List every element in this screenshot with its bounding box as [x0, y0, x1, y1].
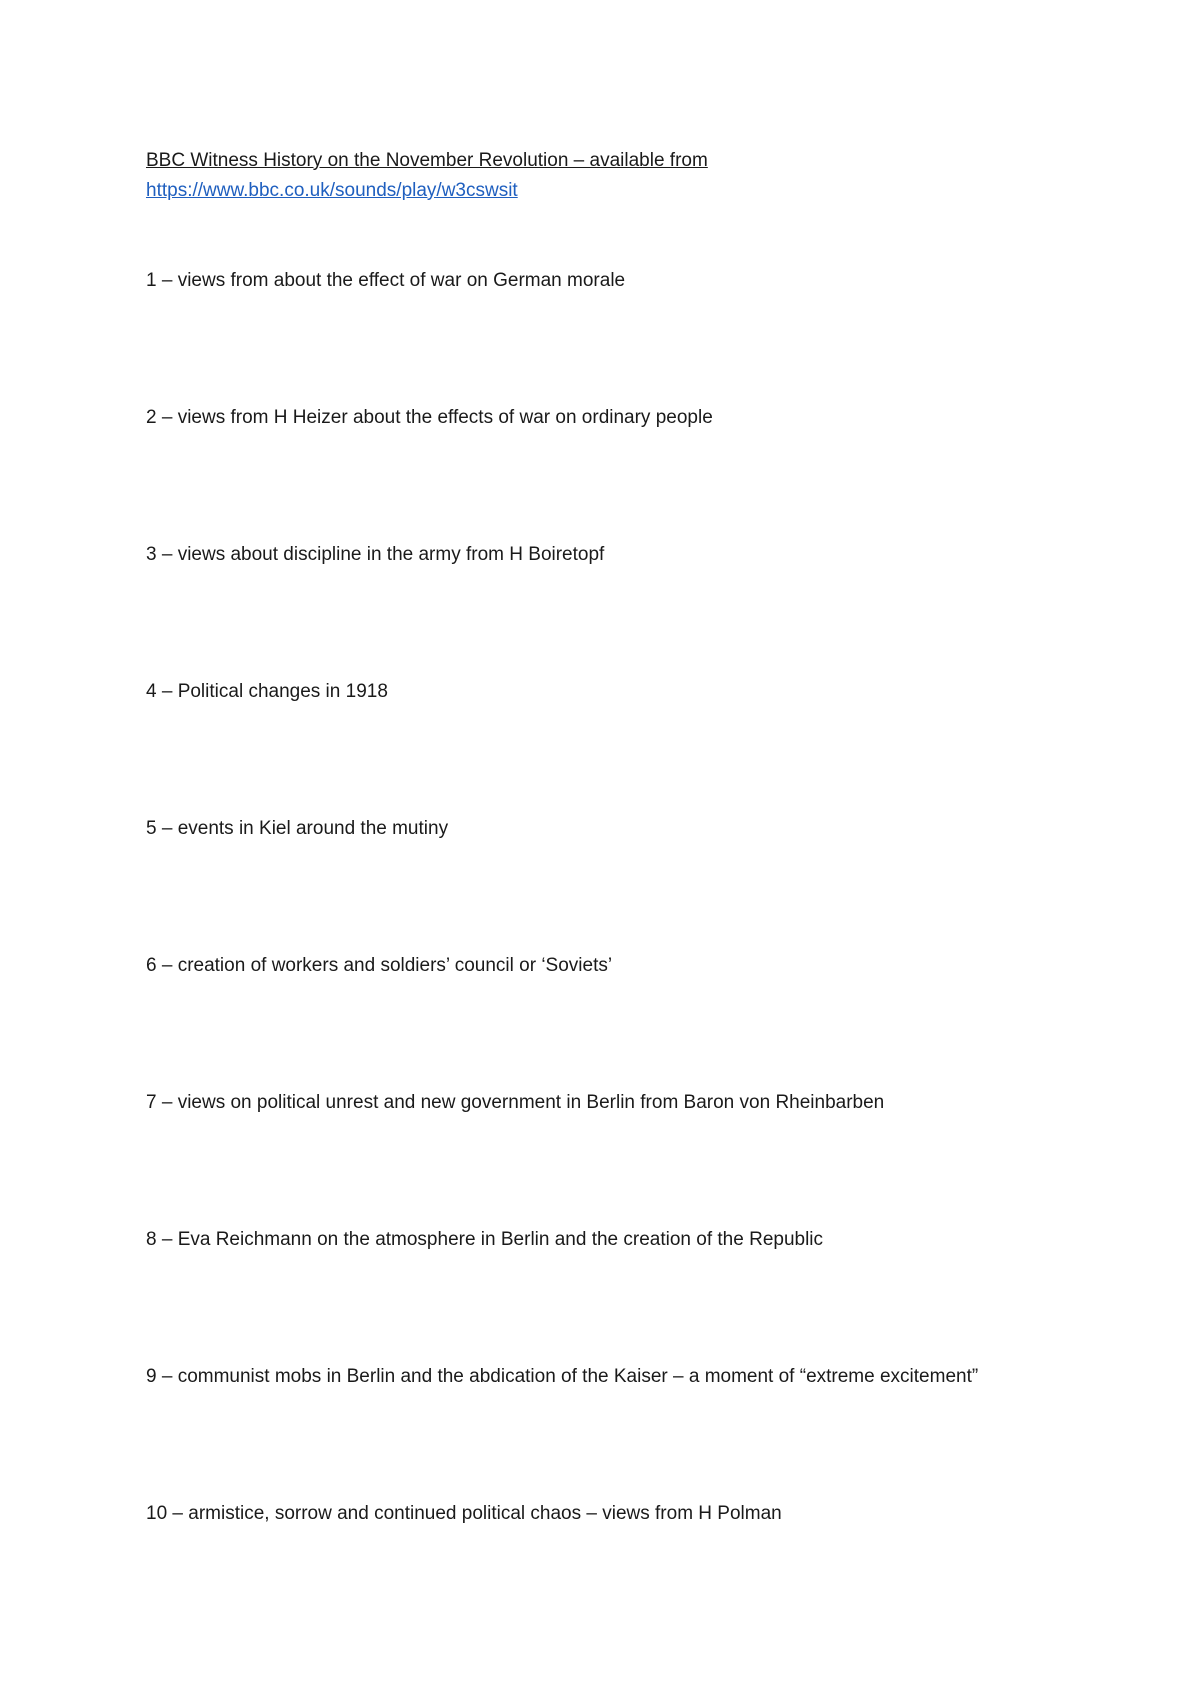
document-title: BBC Witness History on the November Revolution – available from [146, 150, 708, 171]
list-item: 4 – Political changes in 1918 [146, 681, 388, 702]
list-item: 1 – views from about the effect of war on German morale [146, 270, 626, 291]
list-item: 8 – Eva Reichmann on the atmosphere in Berlin and the creation of the Republic [146, 1229, 824, 1250]
list-item: 6 – creation of workers and soldiers’ council or ‘Soviets’ [146, 955, 613, 976]
list-item: 5 – events in Kiel around the mutiny [146, 818, 449, 839]
source-link[interactable]: https://www.bbc.co.uk/sounds/play/w3cswsit [146, 180, 518, 201]
list-item: 10 – armistice, sorrow and continued political chaos – views from H Polman [146, 1503, 782, 1524]
list-item: 9 – communist mobs in Berlin and the abdication of the Kaiser – a moment of “extreme excitement” [146, 1366, 979, 1387]
list-item: 2 – views from H Heizer about the effects of war on ordinary people [146, 407, 713, 428]
document-header [146, 146, 1096, 206]
list-item: 7 – views on political unrest and new government in Berlin from Baron von Rheinbarben [146, 1092, 885, 1113]
list-item: 3 – views about discipline in the army from H Boiretopf [146, 544, 605, 565]
